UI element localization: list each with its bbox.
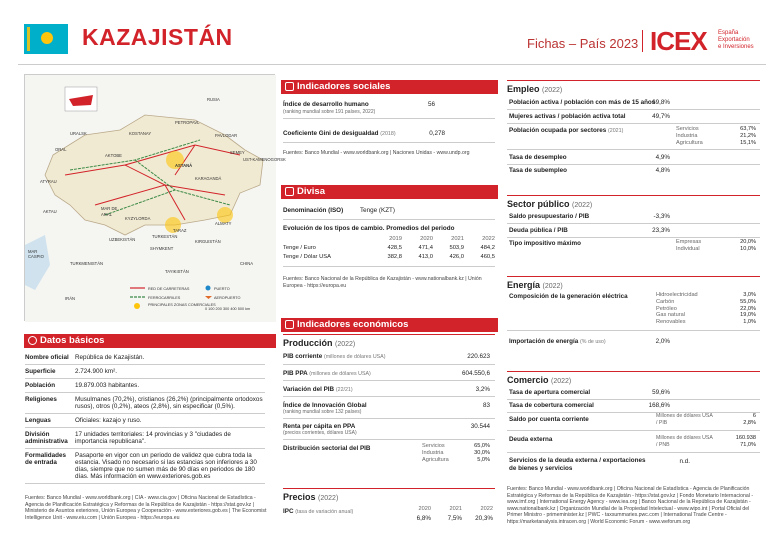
legend-rail: FERROCARRILES bbox=[148, 296, 181, 300]
publico-r3-label: Tipo impositivo máximo bbox=[509, 240, 581, 247]
gini-label: Coeficiente Gini de desigualdad (2018) bbox=[283, 130, 396, 137]
comercio-r1-label: Tasa de apertura comercial bbox=[509, 389, 591, 396]
svg-text:SHYMKENT: SHYMKENT bbox=[150, 246, 174, 251]
legend-scale: 0 100 200 300 400 500 km bbox=[205, 307, 251, 311]
svg-text:PAVLODAR: PAVLODAR bbox=[215, 133, 238, 138]
empleo-r4-label: Tasa de desempleo bbox=[509, 154, 567, 161]
fichas-pais-label: Fichas – País 2023 bbox=[527, 36, 639, 51]
svg-text:MAR: MAR bbox=[28, 249, 38, 254]
svg-text:CHINA: CHINA bbox=[240, 261, 254, 266]
svg-text:UST-KAMENOGORSK: UST-KAMENOGORSK bbox=[243, 157, 286, 162]
empleo-title: Empleo (2022) bbox=[507, 80, 760, 94]
page-title: KAZAJISTÁN bbox=[82, 24, 233, 50]
publico-tax-values: 20,0% 10,0% bbox=[740, 239, 756, 252]
publico-r2-value: 23,3% bbox=[652, 227, 670, 234]
legend-zones: PRINCIPALES ZONAS COMERCIALES bbox=[148, 303, 216, 307]
svg-text:ALMATY: ALMATY bbox=[215, 221, 232, 226]
comercio-r2-label: Tasa de cobertura comercial bbox=[509, 402, 594, 409]
svg-text:PETROPAVL: PETROPAVL bbox=[175, 120, 200, 125]
svg-text:TAYIKISTÁN: TAYIKISTÁN bbox=[165, 269, 189, 274]
energia-imp-value: 2,0% bbox=[655, 338, 670, 345]
comercio-r4-units: Millones de dólares USA / PNB bbox=[656, 435, 713, 448]
empleo-r1-label: Población activa / población con más de 15 años bbox=[509, 99, 656, 106]
section-indicadores-sociales: Indicadores sociales bbox=[281, 80, 498, 94]
svg-text:UZBEKISTÁN: UZBEKISTÁN bbox=[109, 237, 136, 242]
legend-port: PUERTO bbox=[214, 287, 230, 291]
gini-value: 0,278 bbox=[429, 130, 445, 137]
map-label-rusia: RUSIA bbox=[207, 97, 220, 102]
svg-text:TURKESTÁN: TURKESTÁN bbox=[152, 234, 178, 239]
svg-text:URALSK: URALSK bbox=[70, 131, 87, 136]
svg-text:TURKMENISTÁN: TURKMENISTÁN bbox=[70, 261, 104, 266]
svg-text:SEMEY: SEMEY bbox=[230, 150, 245, 155]
empleo-r4-value: 4,9% bbox=[655, 154, 670, 161]
icex-tagline: España Exportación e Inversiones bbox=[718, 30, 754, 50]
header-rule bbox=[18, 64, 766, 65]
publico-r2-label: Deuda pública / PIB bbox=[509, 227, 568, 234]
energia-title: Energía (2022) bbox=[507, 276, 760, 290]
datos-table: Nombre oficial República de Kazajistán. Superficie 2.724.900 km². Población 19.879.003 habitantes. Religiones Musulmanes (70,2%), cristianos (26,2%) (principalmente ortodoxos rusos), otros (0,2%), ateos (2,8%), sin especificar (0,5%). Lenguas Oficiales: kazajo y ruso. División administrativa 17 unidades territoriales: 14 provincias y 3 "ciudades de importancia republicana". Formalidades de entrada Pasaporte en vigor con un periodo de validez que cubra toda la estancia. Visado no necesario si las estancias son inferiores a 30 días, siempre que no sumen más de 90 días en periodos de 180 días. Más información en www.exteriores.gob.es bbox=[25, 351, 265, 484]
produccion-title: Producción (2022) bbox=[283, 334, 495, 348]
empleo-r5-value: 4,8% bbox=[655, 167, 670, 174]
comercio-r5-label: Servicios de la deuda externa / exportaciones de bienes y servicios bbox=[509, 457, 646, 472]
svg-text:ORAL: ORAL bbox=[55, 147, 67, 152]
svg-text:KIRGUISTÁN: KIRGUISTÁN bbox=[195, 239, 221, 244]
svg-text:KYZYLORDA: KYZYLORDA bbox=[125, 216, 151, 221]
divisa-source: Fuentes: Banco Nacional de la República de Kazajistán - www.nationalbank.kz | Unión Europea - https://europa.eu bbox=[283, 276, 482, 289]
renta-sub: (precios corrientes, dólares USA) bbox=[283, 430, 357, 436]
pib-value: 220.623 bbox=[467, 353, 490, 360]
section-datos-basicos: Datos básicos bbox=[24, 334, 276, 348]
ppa-value: 604.550,6 bbox=[461, 370, 490, 377]
idh-sub: (ranking mundial sobre 191 países, 2022) bbox=[283, 109, 376, 115]
country-map bbox=[24, 74, 286, 321]
kazakhstan-flag bbox=[24, 24, 68, 54]
publico-title: Sector público (2022) bbox=[507, 195, 760, 209]
comercio-r4-label: Deuda externa bbox=[509, 436, 553, 443]
dist-sectors: Servicios Industria Agricultura bbox=[422, 443, 449, 463]
idh-value: 56 bbox=[427, 101, 435, 108]
svg-text:ARAL: ARAL bbox=[101, 212, 112, 217]
precios-title: Precios (2022) bbox=[283, 488, 495, 502]
innov-value: 83 bbox=[482, 402, 490, 409]
comercio-r3-units: Millones de dólares USA / PIB bbox=[656, 413, 713, 426]
empleo-r3-label: Población ocupada por sectores (2021) bbox=[509, 127, 624, 134]
header-divider bbox=[642, 30, 643, 52]
renta-label: Renta per cápita en PPA bbox=[283, 423, 356, 430]
svg-text:KOSTANAY: KOSTANAY bbox=[129, 131, 152, 136]
svg-text:MAR DE: MAR DE bbox=[101, 206, 118, 211]
svg-text:ATYRAU: ATYRAU bbox=[40, 179, 57, 184]
svg-text:IRÁN: IRÁN bbox=[65, 296, 76, 301]
empleo-r5-label: Tasa de subempleo bbox=[509, 167, 567, 174]
svg-text:TARAZ: TARAZ bbox=[173, 228, 187, 233]
svg-text:AKTAU: AKTAU bbox=[43, 209, 57, 214]
innov-sub: (ranking mundial sobre 132 países) bbox=[283, 409, 362, 415]
empleo-sector-values: 63,7% 21,2% 15,1% bbox=[740, 126, 756, 146]
energia-sources: Hidroelectricidad Carbón Petróleo Gas natural Renovables bbox=[656, 292, 698, 326]
innov-label: Índice de Innovación Global bbox=[283, 402, 367, 409]
dist-values: 65,0% 30,0% 5,0% bbox=[474, 443, 490, 463]
legend-road: RED DE CARRETERAS bbox=[148, 287, 190, 291]
ipc-values: 6,8% 7,5% 20,3% bbox=[416, 515, 493, 522]
divisa-evo-label: Evolución de los tipos de cambio. Promedios del periodo bbox=[283, 225, 455, 232]
svg-text:KARAGANDÁ: KARAGANDÁ bbox=[195, 176, 222, 181]
map-label-astana: ASTANÁ bbox=[175, 163, 193, 168]
pib-label: PIB corriente (millones de dólares USA) bbox=[283, 353, 386, 360]
ipc-years: 2020 2021 2022 bbox=[418, 506, 493, 512]
publico-tax-types: Empresas Individual bbox=[676, 239, 702, 252]
renta-value: 30.544 bbox=[470, 423, 490, 430]
empleo-r2-value: 49,7% bbox=[652, 113, 670, 120]
ppa-label: PIB PPA (millones de dólares USA) bbox=[283, 370, 371, 377]
comercio-r3-label: Saldo por cuenta corriente bbox=[509, 416, 589, 423]
comercio-r1-value: 59,6% bbox=[652, 389, 670, 396]
energia-gen-label: Composición de la generación eléctrica bbox=[509, 293, 628, 300]
svg-text:CASPIO: CASPIO bbox=[28, 254, 44, 259]
comercio-source: Fuentes: Banco Mundial - www.worldbank.org | Oficina Nacional de Estadística - Agencia de Planificación Estratégica y Reformas de la República de Kazajistán - https://stat.gov.kz | Fondo Monetario Internacional - www.imf.org | International Energy Agency - www.iea.org | Banco Nacional de la República de Kazajistán - www.nationalbank.kz | Organización Mundial de la Propiedad Intelectual - www.wipo.int | Portal Oficial del Primer Ministro - primeminister.kz | PWC - taxsummaries.pwc.com | International Trade Centre - https://marketanalysis.intracen.org | World Economic Forum - www.weforum.org bbox=[507, 486, 754, 525]
sociales-source: Fuentes: Banco Mundial - www.worldbank.org | Naciones Unidas - www.undp.org bbox=[283, 150, 470, 156]
empleo-r1-value: 69,8% bbox=[652, 99, 670, 106]
energia-values: 3,0% 55,0% 22,0% 19,0% 1,0% bbox=[740, 292, 756, 326]
idh-label: Índice de desarrollo humano bbox=[283, 101, 369, 108]
var-label: Variación del PIB (22/21) bbox=[283, 386, 353, 393]
datos-source: Fuentes: Banco Mundial - www.worldbank.org | CIA - www.cia.gov | Oficina Nacional de Estadística - Agencia de Planificación Estratégica y Reformas de la República de Kazajistán - https://stat.gov.kz | Ministerio de Asuntos exteriores, Unión Europea y Cooperación - www.exteriores.gob.es | The Economist Intelligence Unit - www.eiu.com | Unión Europea - https://europa.eu bbox=[25, 495, 267, 521]
section-divisa: Divisa bbox=[281, 185, 498, 199]
legend-airport: AEROPUERTO bbox=[214, 296, 241, 300]
comercio-r2-value: 168,6% bbox=[648, 402, 670, 409]
section-indicadores-economicos: Indicadores económicos bbox=[281, 318, 498, 332]
publico-r1-label: Saldo presupuestario / PIB bbox=[509, 213, 590, 220]
empleo-r2-label: Mujeres activas / población activa total bbox=[509, 113, 626, 120]
svg-text:AKTOBE: AKTOBE bbox=[105, 153, 122, 158]
empleo-sectors: Servicios Industria Agricultura bbox=[676, 126, 703, 146]
var-value: 3,2% bbox=[475, 386, 490, 393]
dist-label: Distribución sectorial del PIB bbox=[283, 445, 371, 452]
comercio-r5-value: n.d. bbox=[679, 458, 690, 465]
ipc-label: IPC (tasa de variación anual) bbox=[283, 508, 354, 515]
comercio-r3-values: 6 2,8% bbox=[743, 413, 756, 426]
divisa-den-value: Tenge (KZT) bbox=[360, 207, 395, 214]
comercio-r4-values: 160.938 71,0% bbox=[735, 435, 756, 448]
publico-r1-value: -3,3% bbox=[653, 213, 670, 220]
divisa-den-label: Denominación (ISO) bbox=[283, 207, 344, 214]
comercio-title: Comercio (2022) bbox=[507, 371, 760, 385]
divisa-table: 2019 2020 2021 2022 Tenge / Euro 428,5 471,4 503,9 484,2 Tenge / Dólar USA 382,8 413,0 426,0 460,5 bbox=[283, 236, 495, 260]
energia-imp-label: Importación de energía (% de uso) bbox=[509, 338, 606, 345]
icex-logo: ICEX bbox=[650, 26, 707, 56]
